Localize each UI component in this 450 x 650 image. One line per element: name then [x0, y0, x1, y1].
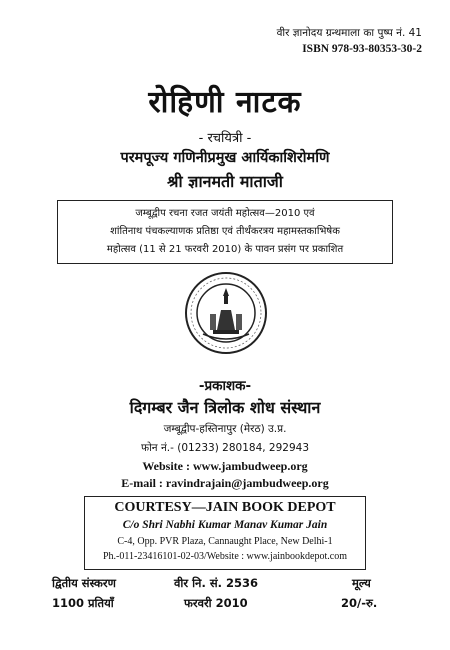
publisher-email[interactable]: E-mail : ravindrajain@jambudweep.org [121, 476, 329, 490]
edition-label: द्वितीय संस्करण [52, 576, 116, 590]
author-label: - रचयित्री - [198, 131, 252, 146]
price-label: मूल्य [352, 576, 371, 590]
isbn-text: ISBN 978-93-80353-30-2 [302, 43, 422, 55]
courtesy-address: C-4, Opp. PVR Plaza, Cannaught Place, New Delhi-1 [117, 536, 333, 547]
courtesy-box [84, 496, 366, 570]
courtesy-title: COURTESY—JAIN BOOK DEPOT [114, 500, 336, 515]
courtesy-contact: C/o Shri Nabhi Kumar Manav Kumar Jain [122, 519, 328, 531]
occasion-line: महोत्सव (11 से 21 फरवरी 2010) के पावन प्रसंग पर प्रकाशित [106, 244, 344, 255]
author-name: श्री ज्ञानमती माताजी [167, 172, 283, 191]
series-text: वीर ज्ञानोदय ग्रन्थमाला का पुष्प नं. 41 [276, 27, 422, 39]
publisher-name: दिगम्बर जैन त्रिलोक शोध संस्थान [129, 398, 321, 417]
copies-count: 1100 प्रतियाँ [52, 596, 114, 610]
occasion-line: शांतिनाथ पंचकल्याणक प्रतिष्ठा एवं तीर्थंकरत्रय महामस्तकाभिषेक [110, 226, 340, 237]
occasion-line: जम्बूद्वीप रचना रजत जयंती महोत्सव—2010 एवं [135, 208, 315, 219]
occasion-box [57, 200, 393, 264]
publisher-phone: फोन नं.- (01233) 280184, 292943 [140, 442, 310, 454]
publisher-address: जम्बूद्वीप-हस्तिनापुर (मेरठ) उ.प्र. [163, 423, 287, 435]
emblem-icon [183, 270, 269, 356]
era-year: वीर नि. सं. 2536 [174, 576, 258, 590]
price-value: 20/-रु. [341, 596, 378, 610]
publication-date: फरवरी 2010 [184, 596, 248, 610]
author-honorific: परमपूज्य गणिनीप्रमुख आर्यिकाशिरोमणि [120, 150, 330, 166]
courtesy-phone-website: Ph.-011-23416101-02-03/Website : www.jainbookdepot.com [103, 551, 347, 562]
publisher-label: -प्रकाशक- [198, 378, 252, 394]
book-title: रोहिणी नाटक [148, 85, 302, 120]
publisher-website[interactable]: Website : www.jambudweep.org [142, 459, 308, 473]
